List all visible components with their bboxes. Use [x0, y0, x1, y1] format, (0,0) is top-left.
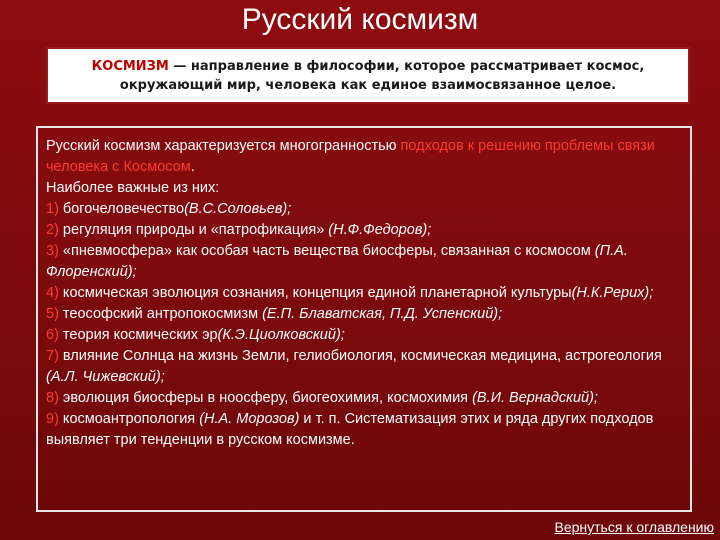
- item-author: (П.А. Флоренский);: [46, 243, 628, 280]
- item-number: 8): [46, 390, 59, 406]
- list-heading: Наиболее важные из них:: [46, 180, 220, 196]
- item-author: (К.Э.Циолковский);: [217, 327, 345, 343]
- item-text: космическая эволюция сознания, концепция единой планетарной культуры: [58, 285, 572, 301]
- item-author: (Н.К.Рерих);: [571, 285, 654, 301]
- intro-prefix: Русский космизм характеризуется многогранностью: [46, 138, 401, 154]
- item-number: 5): [46, 306, 59, 322]
- list-item: [46, 346, 682, 388]
- item-author: (Н.Ф.Федоров);: [328, 222, 432, 238]
- list-item: [46, 283, 682, 304]
- definition-term: КОСМИЗМ: [91, 59, 169, 74]
- list-item: [46, 325, 682, 346]
- item-text: теория космических эр: [58, 327, 218, 343]
- item-text: регуляция природы и «патрофикация»: [58, 222, 329, 238]
- item-number: 1): [46, 201, 59, 217]
- definition-text-line2: окружающий мир, человека как единое взаимосвязанное целое.: [119, 78, 617, 93]
- item-author: (А.Л. Чижевский);: [46, 369, 165, 385]
- item-author: (Н.А. Морозов): [199, 411, 300, 427]
- intro-paragraph: [46, 136, 682, 178]
- main-content-box: [36, 126, 692, 512]
- intro-suffix: .: [190, 159, 195, 175]
- intro-highlight-2: проблемы связи человека с Космосом: [46, 138, 655, 175]
- item-author: (В.И. Вернадский);: [472, 390, 598, 406]
- back-to-contents-link[interactable]: Вернуться к оглавлению: [554, 519, 714, 535]
- list-item: [46, 220, 682, 241]
- item-number: 6): [46, 327, 59, 343]
- item-tail: и т. п. Систематизация этих и ряда других подходов выявляет три тенденции в русском космизме.: [46, 411, 654, 448]
- list-item: [46, 199, 682, 220]
- item-text: теософский антропокосмизм: [58, 306, 263, 322]
- list-item: [46, 241, 682, 283]
- item-number: 4): [46, 285, 59, 301]
- list-item: [46, 304, 682, 325]
- item-text: «пневмосфера» как особая часть вещества биосферы, связанная с космосом: [58, 243, 595, 259]
- item-text: влияние Солнца на жизнь Земли, гелиобиология, космическая медицина, астрогеология: [58, 348, 662, 364]
- item-number: 3): [46, 243, 59, 259]
- item-number: 2): [46, 222, 59, 238]
- item-number: 9): [46, 411, 59, 427]
- item-author: (В.С.Соловьев);: [184, 201, 292, 217]
- list-item: [46, 388, 682, 409]
- definition-text-line1: — направление в философии, которое рассматривает космос,: [168, 59, 645, 74]
- item-author: (Е.П. Блаватская, П.Д. Успенский);: [262, 306, 503, 322]
- item-text: космоантропология: [58, 411, 200, 427]
- intro-highlight-1: подходов к решению: [400, 138, 541, 154]
- item-text: богочеловечество: [58, 201, 185, 217]
- definition-box: [46, 47, 690, 104]
- item-text: эволюция биосферы в ноосферу, биогеохимия, космохимия: [58, 390, 473, 406]
- list-item: [46, 409, 682, 451]
- slide-title: Русский космизм: [241, 3, 479, 36]
- item-number: 7): [46, 348, 59, 364]
